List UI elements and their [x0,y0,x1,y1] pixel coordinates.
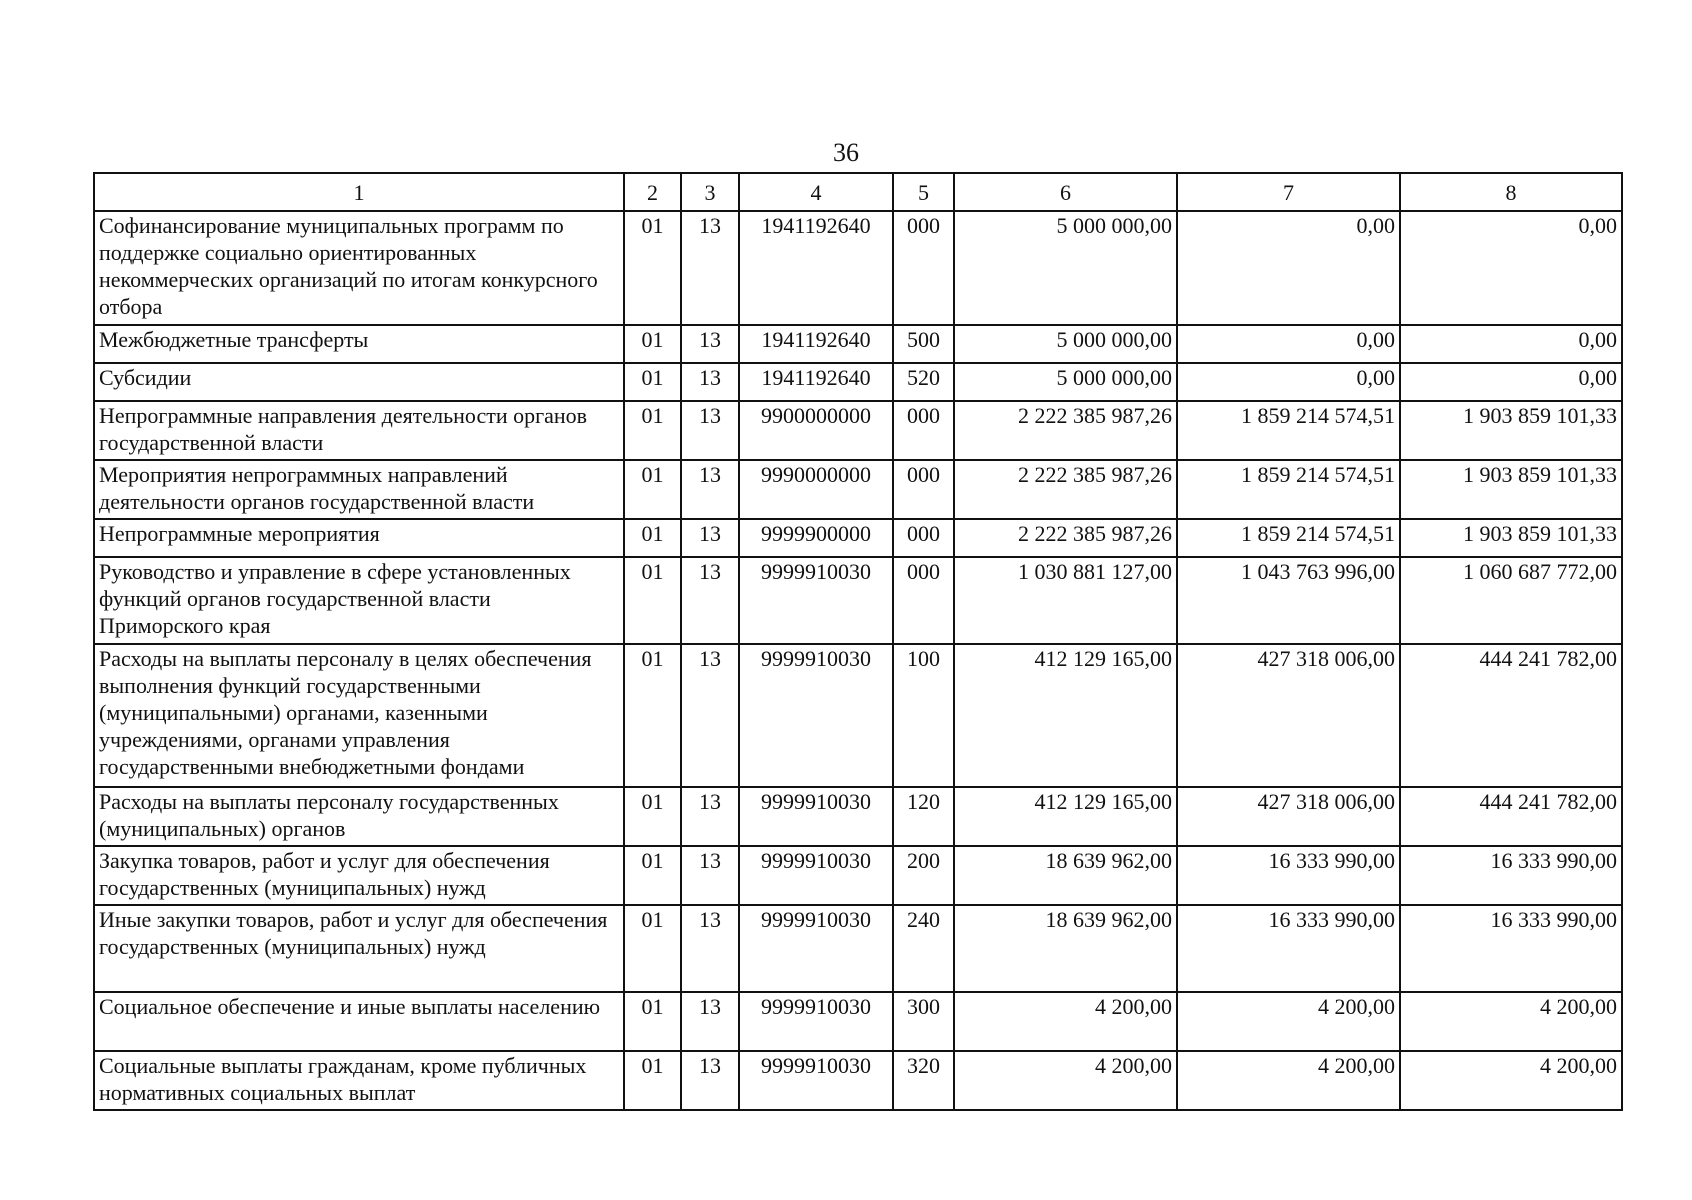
row-amount-col6: 1 030 881 127,00 [954,557,1177,644]
row-amount-col6: 2 222 385 987,26 [954,519,1177,557]
row-section-code: 01 [624,1051,681,1110]
row-subsection-code: 13 [681,460,739,519]
row-amount-col8: 0,00 [1400,325,1622,363]
table-row [94,325,1622,363]
row-amount-col7: 1 859 214 574,51 [1177,519,1400,557]
row-name: Социальное обеспечение и иные выплаты населению [94,992,624,1051]
row-amount-col6: 5 000 000,00 [954,363,1177,401]
row-subsection-code: 13 [681,211,739,325]
row-target-code: 1941192640 [739,363,893,401]
row-amount-col6: 2 222 385 987,26 [954,401,1177,460]
row-section-code: 01 [624,211,681,325]
row-amount-col8: 1 903 859 101,33 [1400,519,1622,557]
row-subsection-code: 13 [681,363,739,401]
row-target-code: 9900000000 [739,401,893,460]
row-subsection-code: 13 [681,557,739,644]
column-header-8: 8 [1400,173,1622,211]
row-section-code: 01 [624,557,681,644]
row-target-code: 9999910030 [739,905,893,992]
row-section-code: 01 [624,846,681,905]
table-row [94,460,1622,519]
column-header-1: 1 [94,173,624,211]
row-subsection-code: 13 [681,325,739,363]
column-header-7: 7 [1177,173,1400,211]
row-section-code: 01 [624,401,681,460]
row-amount-col8: 16 333 990,00 [1400,905,1622,992]
row-subsection-code: 13 [681,992,739,1051]
table-row [94,992,1622,1051]
row-amount-col8: 16 333 990,00 [1400,846,1622,905]
row-expense-type-code: 520 [893,363,954,401]
table-row [94,787,1622,846]
row-subsection-code: 13 [681,401,739,460]
column-header-5: 5 [893,173,954,211]
row-expense-type-code: 000 [893,211,954,325]
row-target-code: 9999910030 [739,557,893,644]
row-amount-col8: 1 903 859 101,33 [1400,460,1622,519]
row-subsection-code: 13 [681,787,739,846]
column-header-6: 6 [954,173,1177,211]
row-amount-col6: 5 000 000,00 [954,211,1177,325]
row-amount-col7: 1 859 214 574,51 [1177,460,1400,519]
row-expense-type-code: 300 [893,992,954,1051]
row-target-code: 9999910030 [739,1051,893,1110]
table-row [94,211,1622,325]
row-amount-col8: 444 241 782,00 [1400,787,1622,846]
row-expense-type-code: 200 [893,846,954,905]
row-section-code: 01 [624,363,681,401]
table-row [94,644,1622,787]
row-amount-col6: 5 000 000,00 [954,325,1177,363]
page-number: 36 [833,138,859,167]
table-row [94,557,1622,644]
row-name: Руководство и управление в сфере установленных функций органов государственной власти Приморского края [94,557,624,644]
row-amount-col8: 444 241 782,00 [1400,644,1622,787]
row-target-code: 9990000000 [739,460,893,519]
row-amount-col6: 4 200,00 [954,1051,1177,1110]
row-name: Непрограммные мероприятия [94,519,624,557]
row-section-code: 01 [624,325,681,363]
row-name: Расходы на выплаты персоналу государственных (муниципальных) органов [94,787,624,846]
row-name: Расходы на выплаты персоналу в целях обеспечения выполнения функций государственными (муниципальными) органами, казенными учреждениями, органами управления государственными внебюджетными фондами [94,644,624,787]
row-subsection-code: 13 [681,1051,739,1110]
budget-table [93,172,1623,1111]
row-name: Социальные выплаты гражданам, кроме публичных нормативных социальных выплат [94,1051,624,1110]
row-amount-col7: 427 318 006,00 [1177,644,1400,787]
table-row [94,363,1622,401]
row-target-code: 9999910030 [739,787,893,846]
row-amount-col7: 0,00 [1177,363,1400,401]
row-name: Софинансирование муниципальных программ по поддержке социально ориентированных некоммерческих организаций по итогам конкурсного отбора [94,211,624,325]
column-header-3: 3 [681,173,739,211]
row-expense-type-code: 000 [893,401,954,460]
header-row [94,173,1622,211]
row-amount-col8: 1 903 859 101,33 [1400,401,1622,460]
row-expense-type-code: 100 [893,644,954,787]
row-amount-col6: 18 639 962,00 [954,846,1177,905]
row-amount-col6: 412 129 165,00 [954,787,1177,846]
row-amount-col7: 16 333 990,00 [1177,846,1400,905]
row-section-code: 01 [624,992,681,1051]
row-name: Закупка товаров, работ и услуг для обеспечения государственных (муниципальных) нужд [94,846,624,905]
row-amount-col6: 2 222 385 987,26 [954,460,1177,519]
row-target-code: 1941192640 [739,325,893,363]
row-expense-type-code: 320 [893,1051,954,1110]
row-target-code: 9999910030 [739,644,893,787]
row-amount-col7: 1 043 763 996,00 [1177,557,1400,644]
row-subsection-code: 13 [681,905,739,992]
row-subsection-code: 13 [681,846,739,905]
row-name: Иные закупки товаров, работ и услуг для обеспечения государственных (муниципальных) нужд [94,905,624,992]
row-target-code: 9999900000 [739,519,893,557]
row-section-code: 01 [624,644,681,787]
row-amount-col7: 1 859 214 574,51 [1177,401,1400,460]
row-amount-col8: 4 200,00 [1400,1051,1622,1110]
row-expense-type-code: 120 [893,787,954,846]
row-section-code: 01 [624,787,681,846]
row-amount-col7: 427 318 006,00 [1177,787,1400,846]
row-expense-type-code: 000 [893,519,954,557]
row-expense-type-code: 000 [893,460,954,519]
table-row [94,905,1622,992]
row-section-code: 01 [624,905,681,992]
row-section-code: 01 [624,519,681,557]
row-expense-type-code: 500 [893,325,954,363]
row-amount-col8: 0,00 [1400,211,1622,325]
row-amount-col7: 16 333 990,00 [1177,905,1400,992]
row-target-code: 9999910030 [739,846,893,905]
row-target-code: 1941192640 [739,211,893,325]
row-amount-col7: 4 200,00 [1177,992,1400,1051]
row-expense-type-code: 000 [893,557,954,644]
table-row [94,846,1622,905]
row-section-code: 01 [624,460,681,519]
row-subsection-code: 13 [681,519,739,557]
table-row [94,1051,1622,1110]
row-name: Субсидии [94,363,624,401]
table-row [94,519,1622,557]
column-header-2: 2 [624,173,681,211]
row-target-code: 9999910030 [739,992,893,1051]
row-amount-col7: 4 200,00 [1177,1051,1400,1110]
table-row [94,401,1622,460]
row-amount-col7: 0,00 [1177,325,1400,363]
row-expense-type-code: 240 [893,905,954,992]
row-amount-col7: 0,00 [1177,211,1400,325]
row-name: Непрограммные направления деятельности органов государственной власти [94,401,624,460]
row-amount-col8: 4 200,00 [1400,992,1622,1051]
row-name: Мероприятия непрограммных направлений деятельности органов государственной власти [94,460,624,519]
row-amount-col8: 1 060 687 772,00 [1400,557,1622,644]
column-header-4: 4 [739,173,893,211]
row-subsection-code: 13 [681,644,739,787]
row-amount-col6: 412 129 165,00 [954,644,1177,787]
row-amount-col8: 0,00 [1400,363,1622,401]
row-name: Межбюджетные трансферты [94,325,624,363]
row-amount-col6: 4 200,00 [954,992,1177,1051]
row-amount-col6: 18 639 962,00 [954,905,1177,992]
